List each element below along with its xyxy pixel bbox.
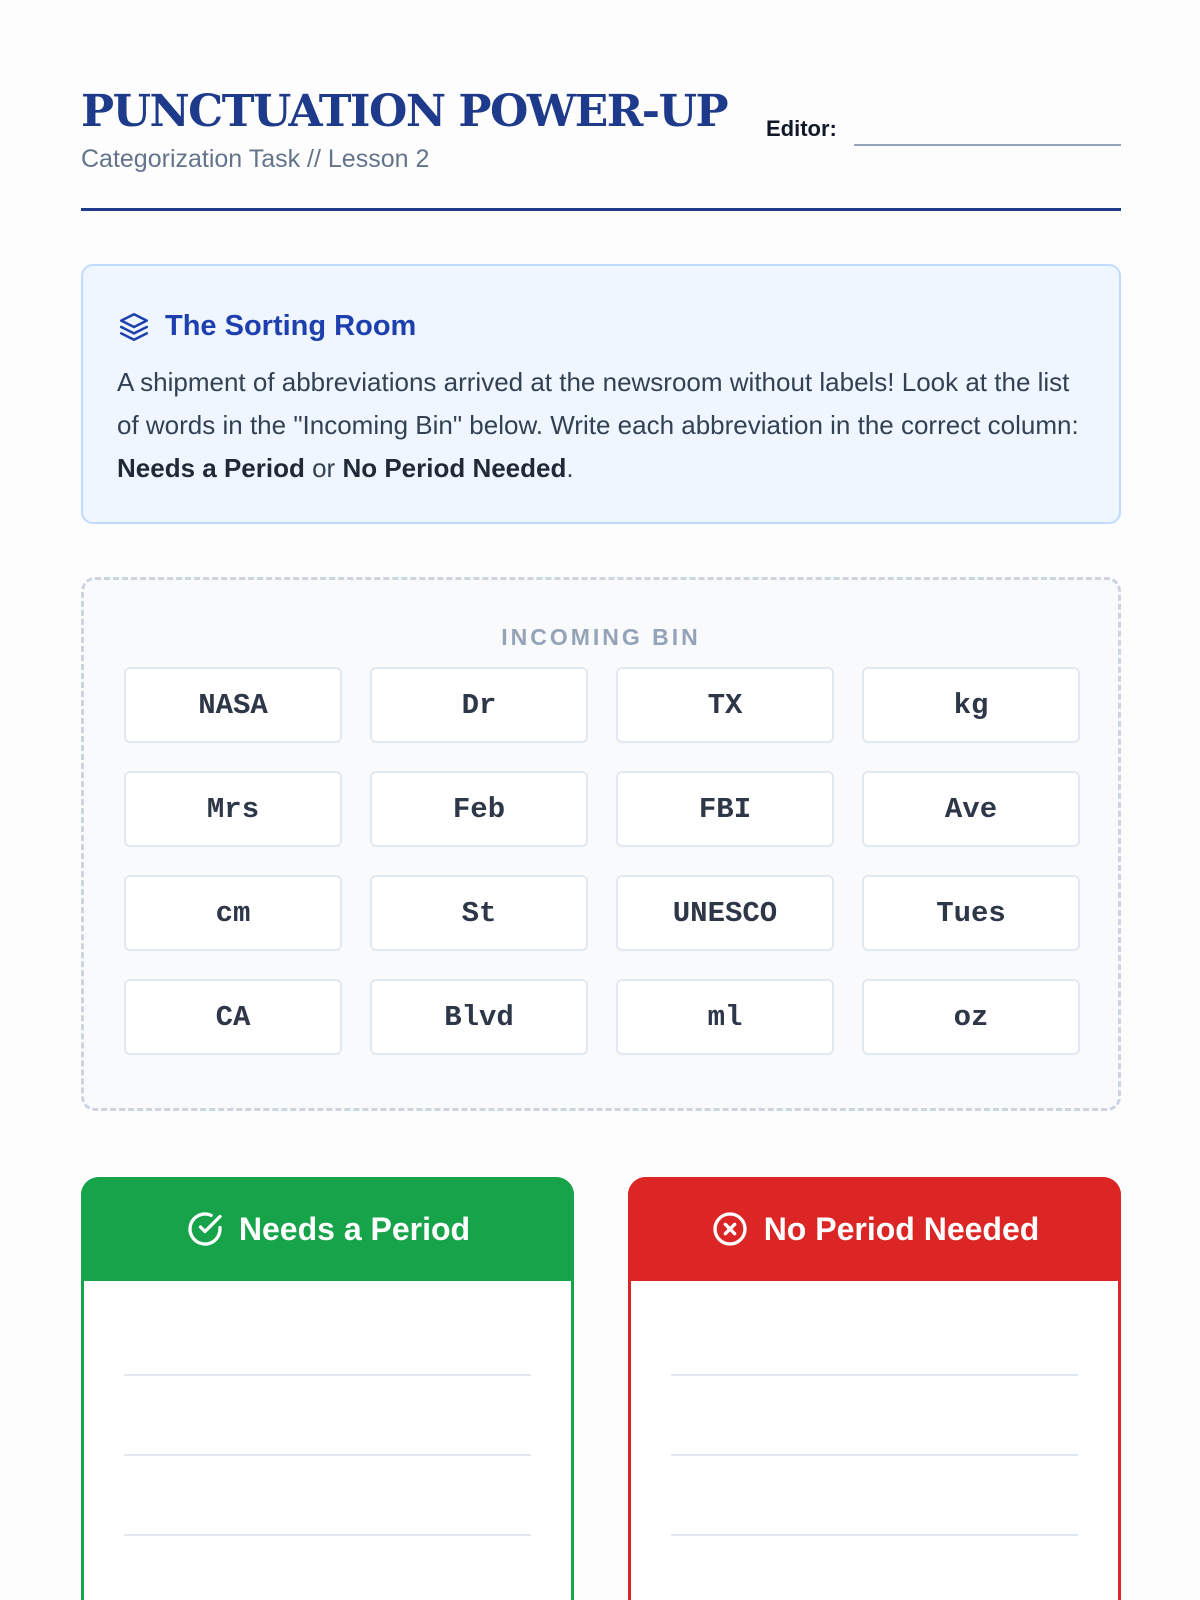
word-chip[interactable]: FBI <box>616 771 834 847</box>
layers-icon <box>117 310 151 344</box>
word-chip[interactable]: oz <box>862 979 1080 1055</box>
editor-label: Editor: <box>766 116 837 141</box>
word-chip[interactable]: UNESCO <box>616 875 834 951</box>
instructions-text-part: or <box>304 453 343 483</box>
needs-period-title: Needs a Period <box>238 1210 471 1247</box>
editor-name-field[interactable] <box>854 144 1121 146</box>
answer-line[interactable] <box>124 1454 531 1456</box>
check-circle-icon <box>185 1209 225 1249</box>
worksheet-page <box>81 0 1121 1600</box>
answer-line[interactable] <box>671 1534 1078 1536</box>
instructions-box <box>81 264 1121 524</box>
incoming-bin-label: INCOMING BIN <box>501 624 701 650</box>
answer-line[interactable] <box>671 1374 1078 1376</box>
instructions-title: The Sorting Room <box>165 310 417 342</box>
word-chip[interactable]: CA <box>124 979 342 1055</box>
incoming-bin <box>81 577 1121 1111</box>
instructions-bold-no-period: No Period Needed <box>342 453 567 483</box>
answer-line[interactable] <box>671 1454 1078 1456</box>
instructions-text-part: A shipment of abbreviations arrived at the newsroom without labels! Look at the list of words in the "Incoming Bin" below. Write each abbreviation in the correct column: <box>117 367 1079 440</box>
instructions-text-part: . <box>566 453 574 483</box>
word-chip[interactable]: St <box>370 875 588 951</box>
x-circle-icon <box>710 1209 750 1249</box>
needs-period-header <box>81 1177 574 1281</box>
answer-line[interactable] <box>124 1374 531 1376</box>
word-chip[interactable]: Feb <box>370 771 588 847</box>
word-chip[interactable]: Tues <box>862 875 1080 951</box>
word-chip[interactable]: ml <box>616 979 834 1055</box>
instructions-bold-needs-period: Needs a Period <box>117 453 305 483</box>
no-period-header <box>628 1177 1121 1281</box>
word-chip[interactable]: TX <box>616 667 834 743</box>
worksheet-header <box>81 84 1121 211</box>
word-chip[interactable]: Ave <box>862 771 1080 847</box>
word-chip[interactable]: Blvd <box>370 979 588 1055</box>
instructions-text <box>117 361 1097 490</box>
word-chip[interactable]: cm <box>124 875 342 951</box>
page-title: PUNCTUATION POWER-UP <box>81 86 728 137</box>
needs-period-column <box>81 1177 574 1600</box>
word-chip[interactable]: kg <box>862 667 1080 743</box>
answer-line[interactable] <box>124 1534 531 1536</box>
word-chip[interactable]: Mrs <box>124 771 342 847</box>
word-chip[interactable]: Dr <box>370 667 588 743</box>
no-period-title: No Period Needed <box>763 1210 1040 1247</box>
page-subtitle: Categorization Task // Lesson 2 <box>81 145 430 173</box>
no-period-column <box>628 1177 1121 1600</box>
word-chip[interactable]: NASA <box>124 667 342 743</box>
